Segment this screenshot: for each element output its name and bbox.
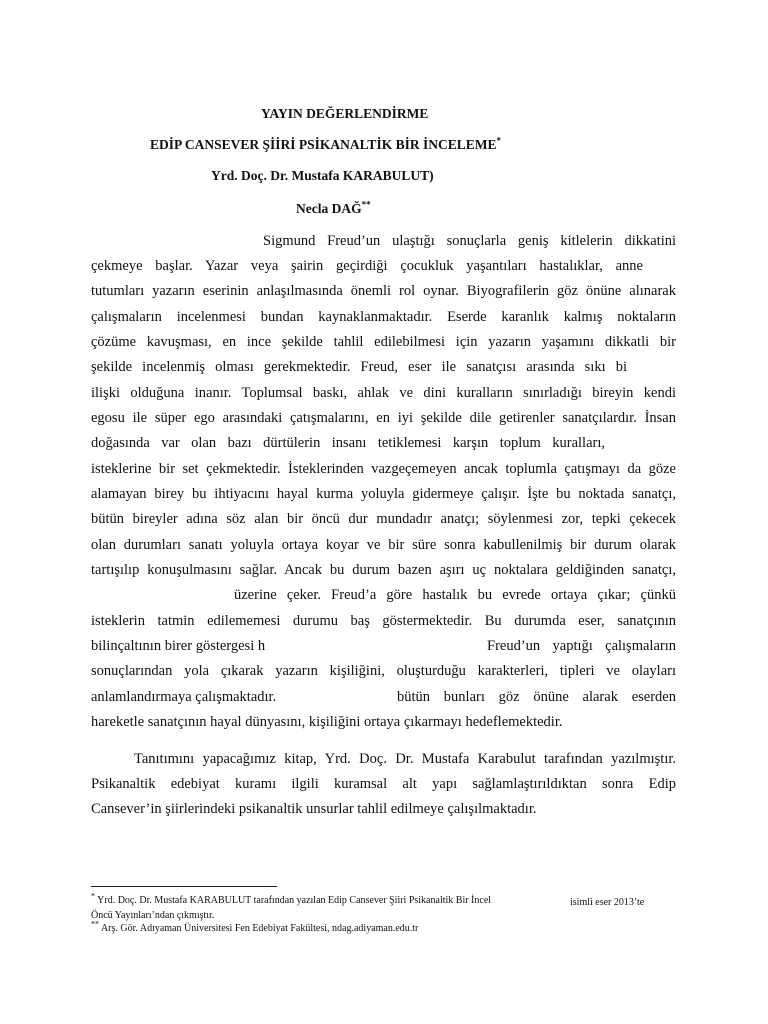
body-line: ilişki olduğuna inanır. Toplumsal baskı, ahlak ve dini kuralların sınırladığı bireyin kendi (91, 385, 676, 401)
body-line: Freud’un yaptığı çalışmaların (487, 638, 676, 654)
body-line: sonuçlarından yola çıkarak yazarın kişiliğini, oluşturduğu karakterleri, tipleri ve olayları (91, 663, 676, 679)
author-line: Yrd. Doç. Dr. Mustafa KARABULUT) (211, 168, 434, 183)
section-title: YAYIN DEĞERLENDİRME (261, 106, 429, 121)
reviewer-footnote-mark: ** (361, 199, 371, 210)
body-line: alamayan birey bu ihtiyacını hayal kurma yoluyla gidermeye çalışır. İşte bu noktada sanatçı, (91, 486, 676, 502)
body-line: egosu ile süper ego arasındaki çatışmalarını, en iyi şekilde dile getirenler sanatçılardır. İnsan (91, 410, 676, 426)
book-title-footnote-mark: * (496, 135, 501, 146)
body-line: tutumları yazarın eserinin anlaşılmasında önemli rol oynar. Biyografilerin göz önüne alınarak (91, 283, 676, 299)
body-line: Sigmund Freud’un ulaştığı sonuçlarla geniş kitlelerin dikkatini (263, 233, 676, 249)
body-line: çekmeye başlar. Yazar veya şairin geçirdiği çocukluk yaşantıları hastalıklar, anne (91, 258, 643, 274)
body-line: çözüme kavuşması, en ince şekilde tahlil edilebilmesi için yazarın yaşamını dikkatli bir (91, 334, 676, 350)
book-title-text: EDİP CANSEVER ŞİİRİ PSİKANALTİK BİR İNCELEME (150, 137, 497, 152)
body-line: Psikanaltik edebiyat kuramı ilgili kuramsal alt yapı sağlamlaştırıldıktan sonra Edip (91, 776, 676, 792)
body-line: hareketle sanatçının hayal dünyasını, kişiliğini ortaya çıkarmayı hedeflemektedir. (91, 714, 563, 730)
body-line: bilinçaltının birer göstergesi h (91, 638, 266, 654)
footnote-2-mark: ** (91, 919, 99, 929)
body-line: anlamlandırmaya çalışmaktadır. (91, 689, 277, 705)
body-line: üzerine çeker. Freud’a göre hastalık bu evrede ortaya çıkar; çünkü (234, 587, 676, 603)
reviewer-name: Necla DAĞ (296, 201, 362, 216)
body-line: bütün bireyler adına söz alan bir öncü dur mundadır anatçı; söylenmesi zor, tepki çekecek (91, 511, 676, 527)
footnote-separator (91, 886, 277, 887)
body-line: doğasında var olan bazı dürtülerin insanı tetiklemesi karşın toplum kuralları, (91, 435, 605, 451)
footnote-1-line-2: Öncü Yayınları’ndan çıkmıştır. (91, 910, 215, 921)
body-line: tartışılıp konuşulmasını sağlar. Ancak bu durum bazen aşırı uç noktalara geldiğinden sanatçı, (91, 562, 676, 578)
footnote-1-line-1-end: isimli eser 2013’te (570, 897, 645, 908)
reviewer-line (296, 201, 371, 217)
body-line: Tanıtımını yapacağımız kitap, Yrd. Doç. Dr. Mustafa Karabulut tarafından yazılmıştır. (134, 751, 676, 767)
body-line: şekilde incelenmiş olması gerekmektedir. Freud, eser ile sanatçısı arasında sıkı bi (91, 359, 627, 375)
footnote-1-text-a: Yrd. Doç. Dr. Mustafa KARABULUT tarafından yazılan Edip Cansever Şiiri Psikanaltik Bir İncel (97, 895, 492, 906)
book-title (150, 137, 501, 153)
body-line: isteklerin tatmin edilememesi durumu baş göstermektedir. Bu durumda eser, sanatçının (91, 613, 676, 629)
body-line: isteklerine bir set çekmektedir. İsteklerinden vazgeçemeyen ancak toplumla çatışmayı da göze (91, 461, 676, 477)
footnote-2-text: Arş. Gör. Adıyaman Üniversitesi Fen Edebiyat Fakültesi, ndag.adiyaman.edu.tr (100, 923, 419, 934)
footnote-1-line-1 (91, 891, 492, 907)
body-line: bütün bunları göz önüne alarak eserden (397, 689, 676, 705)
footnote-2 (91, 919, 419, 935)
body-line: çalışmaların incelenmesi bundan kaynaklanmaktadır. Eserde karanlık kalmış noktaların (91, 309, 676, 325)
body-line: Cansever’in şiirlerindeki psikanaltik unsurlar tahlil edilmeye çalışılmaktadır. (91, 801, 537, 817)
body-line: olan durumları sanatı yoluyla ortaya koyar ve bir süre sonra kabullenilmiş bir durum olarak (91, 537, 676, 553)
footnote-1-mark: * (91, 891, 95, 901)
